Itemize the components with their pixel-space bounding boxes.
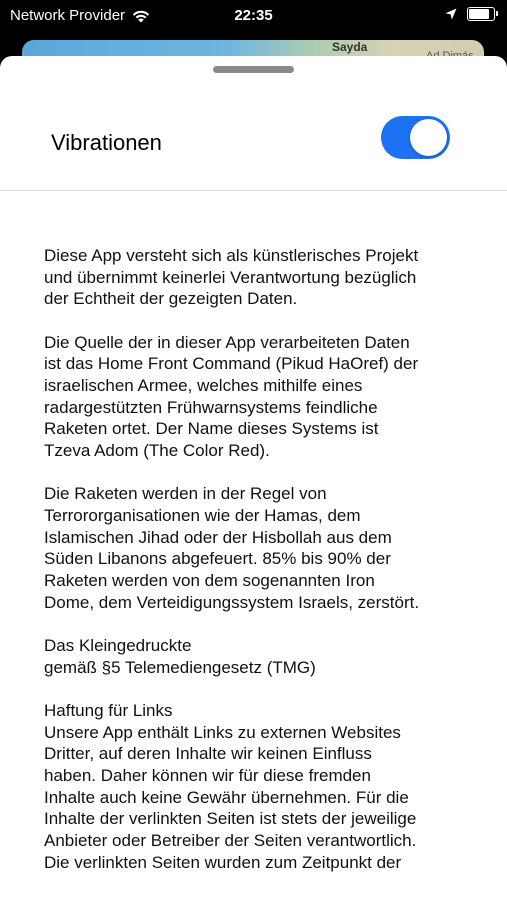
paragraph-data-source: Die Quelle der in dieser App verarbeiteten Daten ist das Home Front Command (Pikud HaOref) der israelischen Armee, welches mithilfe eines radargestützten Frühwarnsystems feindliche Raketen ortet. Der Name dieses Systems ist Tzeva Adom (The Color Red). <box>44 332 419 461</box>
paragraph-art-project: Diese App versteht sich als künstlerisches Projekt und übernimmt keinerlei Verantwortung bezüglich der Echtheit der gezeigten Daten. <box>44 246 419 309</box>
bottom-sheet <box>0 56 507 900</box>
toggle-knob <box>410 119 447 156</box>
status-time: 22:35 <box>234 7 273 24</box>
location-arrow-icon <box>445 8 457 20</box>
vibration-setting-row <box>0 96 507 191</box>
battery-icon <box>467 7 495 21</box>
vibration-label: Vibrationen <box>51 130 162 155</box>
vibration-toggle[interactable] <box>381 116 450 159</box>
map-label-sayda: Sayda <box>332 40 368 54</box>
disclaimer-text <box>44 245 484 895</box>
paragraph-link-liability: Haftung für Links Unsere App enthält Links zu externen Websites Dritter, auf deren Inhalte wir keinen Einfluss haben. Daher können wir für diese fremden Inhalte auch keine Gewähr übernehmen. Für die Inhalte der verlinkten Seiten ist stets der jeweilige Anbieter oder Betreiber der Seiten verantwortlich. Die verlinkten Seiten wurden zum Zeitpunkt der <box>44 700 417 872</box>
carrier-label: Network Provider <box>10 7 126 24</box>
paragraph-rockets: Die Raketen werden in der Regel von Terrororganisationen wie der Hamas, dem Islamischen Jihad oder der Hisbollah aus dem Süden Libanons abgefeuert. 85% bis 90% der Raketen werden von dem sogenannten Iron Dome, dem Verteidigungssystem Israels, zerstört. <box>44 484 420 612</box>
status-bar <box>0 0 507 34</box>
paragraph-fine-print: Das Kleingedruckte gemäß §5 Telemediengesetz (TMG) <box>44 636 316 677</box>
sheet-grabber[interactable] <box>213 66 294 73</box>
